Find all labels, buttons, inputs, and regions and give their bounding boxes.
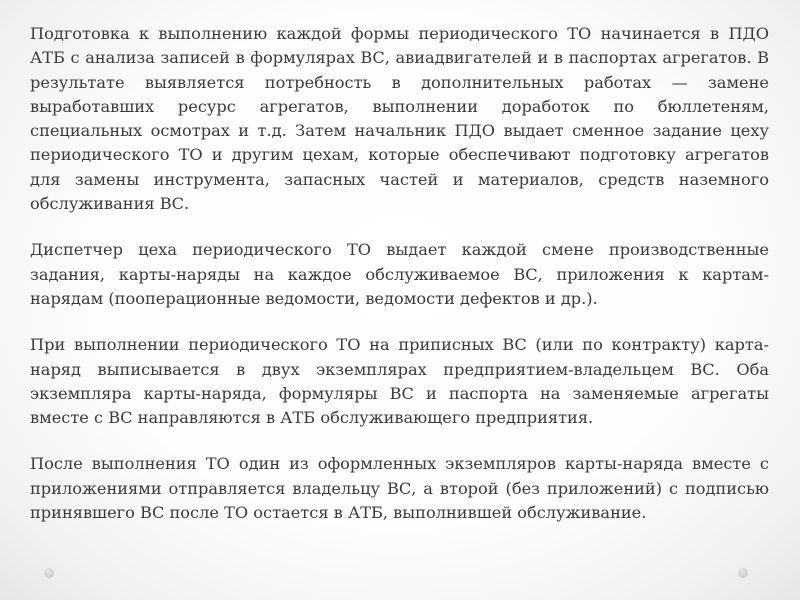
paragraph-3: При выполнении периодического ТО на приписных ВС (или по контракту) карта-наряд выписывается в двух экземплярах предприятием-владельцем ВС. Оба экземпляра карты-наряда, формуляры ВС и паспорта на заменяемые агрегаты вместе с ВС направляются в АТБ обслуживающего предприятия. [30,335,769,428]
paragraph-1: Подготовка к выполнению каждой формы периодического ТО начинается в ПДО АТБ с анализа записей в формулярах ВС, авиадвигателей и в паспортах агрегатов. В результате выявляется потребность в дополнительных работах — замене выработавших ресурс агрегатов, выполнении доработок по бюллетеням, специальных осмотрах и т.д. Затем начальник ПДО выдает сменное задание цеху периодического ТО и другим цехам, которые обеспечивают подготовку агрегатов для замены инструмента, запасных частей и материалов, средств наземного обслуживания ВС. [30,24,769,214]
decorative-dot-left [44,568,54,578]
decorative-dot-right [738,568,748,578]
paragraph-2: Диспетчер цеха периодического ТО выдает каждой смене производственные задания, карты-наряды на каждое обслуживаемое ВС, приложения к картам-нарядам (пооперационные ведомости, ведомости дефектов и др.). [30,240,769,308]
paragraph-4: После выполнения ТО один из оформленных экземпляров карты-наряда вместе с приложениями отправляется владельцу ВС, а второй (без приложений) с подписью принявшего ВС после ТО остается в АТБ, выполнившей обслуживание. [30,454,769,523]
document-body [30,22,769,525]
